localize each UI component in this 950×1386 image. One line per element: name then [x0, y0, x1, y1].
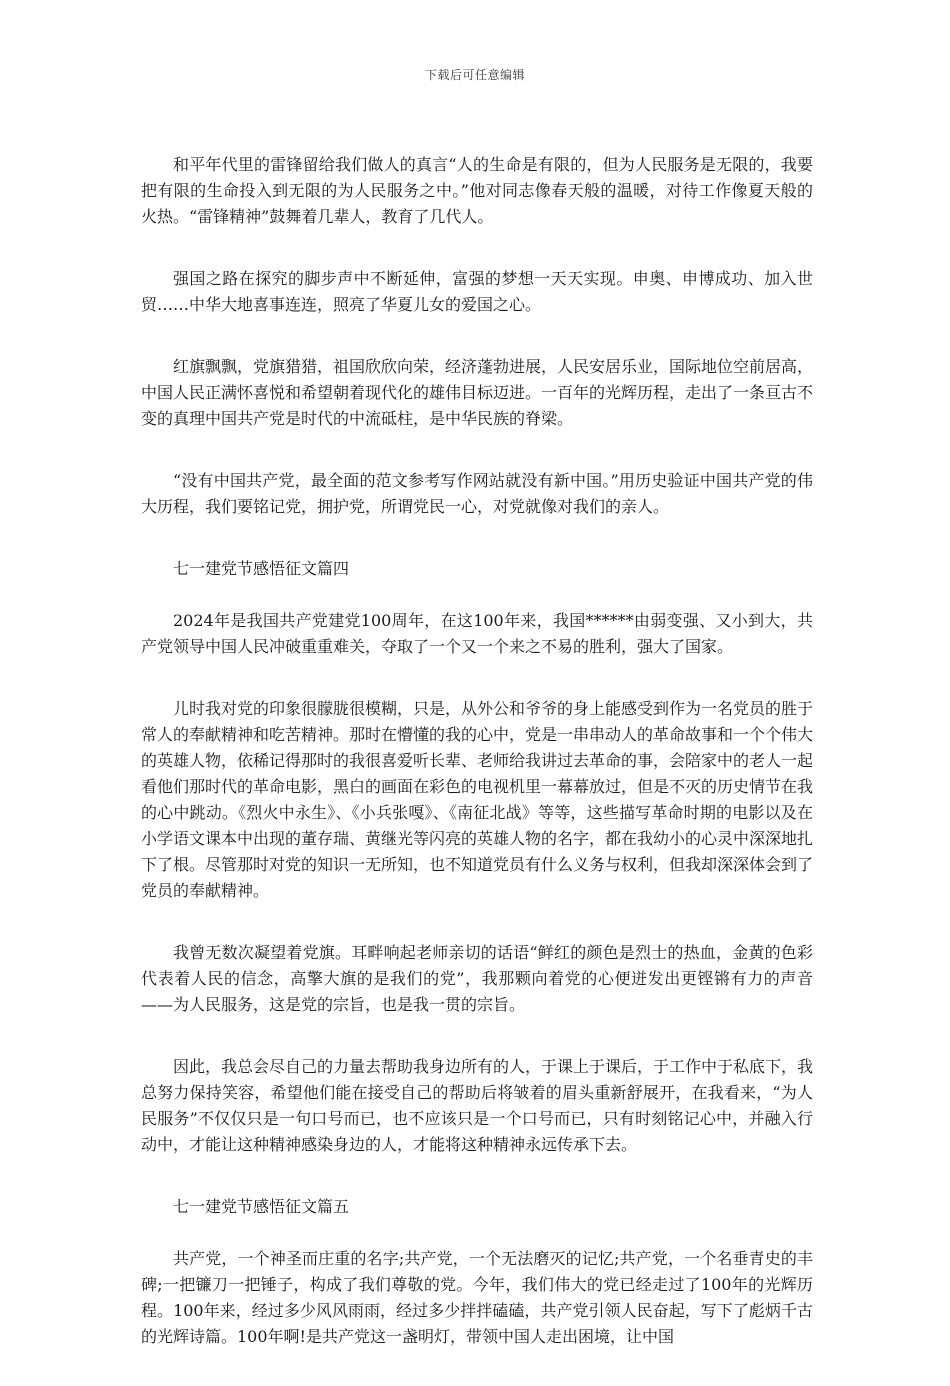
- document-body: [141, 152, 813, 1386]
- paragraph: “没有中国共产党，最全面的范文参考写作网站就没有新中国。”用历史验证中国共产党的伟大历程，我们要铭记党，拥护党，所谓党民一心，对党就像对我们的亲人。: [141, 471, 813, 516]
- paragraph: 共产党，一个神圣而庄重的名字;共产党，一个无法磨灭的记忆;共产党，一个名垂青史的丰碑;一把镰刀一把锤子，构成了我们尊敬的党。今年，我们伟大的党已经走过了100年的光辉历程。100年来，经过多少风风雨雨，经过多少拌拌磕磕，共产党引领人民奋起，写下了彪炳千古的光辉诗篇。100年啊!是共产党这一盏明灯，带领中国人走出困境，让中国: [141, 1249, 813, 1346]
- header-note: 下载后可任意编辑: [424, 68, 525, 82]
- paragraph: 强国之路在探究的脚步声中不断延伸，富强的梦想一天天实现。申奥、申博成功、加入世贸……中华大地喜事连连，照亮了华夏儿女的爱国之心。: [141, 269, 813, 314]
- paragraph: 红旗飘飘，党旗猎猎，祖国欣欣向荣，经济蓬勃进展，人民安居乐业，国际地位空前居高，中国人民正满怀喜悦和希望朝着现代化的雄伟目标迈进。一百年的光辉历程，走出了一条亘古不变的真理中国共产党是时代的中流砥柱，是中华民族的脊梁。: [141, 357, 814, 428]
- paragraph: 我曾无数次凝望着党旗。耳畔响起老师亲切的话语“鲜红的颜色是烈士的热血，金黄的色彩代表着人民的信念，高擎大旗的是我们的党”，我那颗向着党的心便迸发出更铿锵有力的声音——为人民服务，这是党的宗旨，也是我一贯的宗旨。: [141, 943, 813, 1014]
- paragraph: 和平年代里的雷锋留给我们做人的真言“人的生命是有限的，但为人民服务是无限的，我要把有限的生命投入到无限的为人民服务之中。”他对同志像春天般的温暖，对待工作像夏天般的火热。“雷锋精神”鼓舞着几辈人，教育了几代人。: [141, 155, 813, 226]
- paragraph: 2024年是我国共产党建党100周年，在这100年来，我国******由弱变强、又小到大，共产党领导中国人民冲破重重难关，夺取了一个又一个来之不易的胜利，强大了国家。: [141, 611, 813, 656]
- paragraph: 因此，我总会尽自己的力量去帮助我身边所有的人，于课上于课后，于工作中于私底下，我总努力保持笑容，希望他们能在接受自己的帮助后将皱着的眉头重新舒展开，在我看来，“为人民服务”不仅仅只是一句口号而已，也不应该只是一个口号而已，只有时刻铭记心中，并融入行动中，才能让这种精神感染身边的人，才能将这种精神永远传承下去。: [141, 1057, 814, 1154]
- paragraph: 儿时我对党的印象很朦胧很模糊，只是，从外公和爷爷的身上能感受到作为一名党员的胜于常人的奉献精神和吃苦精神。那时在懵懂的我的心中，党是一串串动人的革命故事和一个个伟大的英雄人物，依稀记得那时的我很喜爱听长辈、老师给我讲过去革命的事，会陪家中的老人一起看他们那时代的革命电影，黑白的画面在彩色的电视机里一幕幕放过，但是不灭的历史情节在我的心中跳动。《烈火中永生》、《小兵张嘎》、《南征北战》等等，这些描写革命时期的电影以及在小学语文课本中出现的董存瑞、黄继光等闪亮的英雄人物的名字，都在我幼小的心灵中深深地扎下了根。尽管那时对党的知识一无所知，也不知道党员有什么义务与权利，但我却深深体会到了党员的奉献精神。: [141, 699, 814, 900]
- section-heading: 七一建党节感悟征文篇五: [173, 1197, 350, 1216]
- section-heading: 七一建党节感悟征文篇四: [173, 559, 350, 578]
